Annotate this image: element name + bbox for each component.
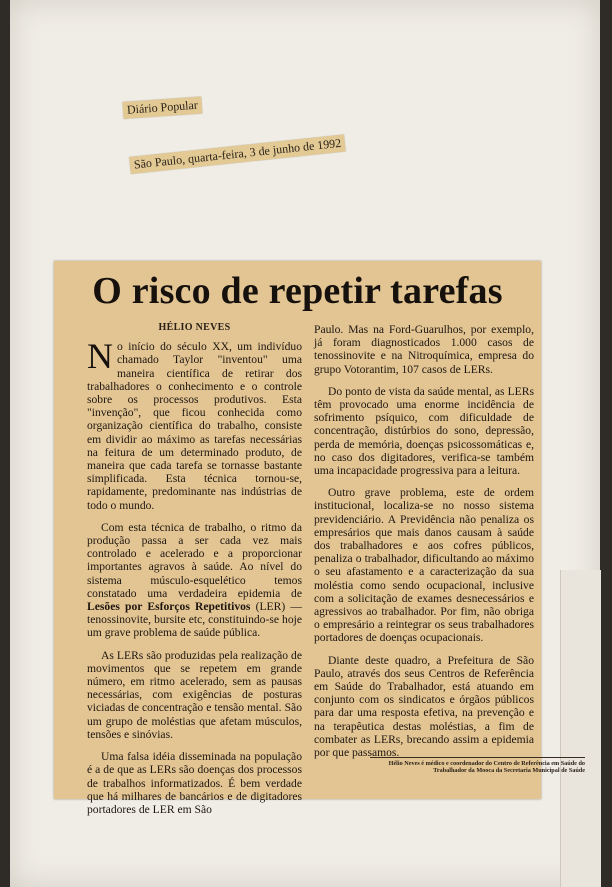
sheet-edge (560, 570, 601, 887)
paragraph-2-end: (LER) — tenossinovite, bursite etc, constituindo-se hoje um grave problema de saúde pública. (87, 600, 302, 640)
author-credit: Hélio Neves é médico e coordenador do Centro de Referência em Saúde do Trabalhador da Mooca da Secretaria Municipal de Saúde (370, 757, 585, 775)
paragraph-6: Do ponto de vista da saúde mental, as LERs têm provocado uma enorme incidência de sofrimento psíquico, com dificuldade de concentração, distúrbios do sono, depressão, perda de memória, doenças psicossomáticas e, no caso dos digitadores, verifica-se também uma incapacidade progressiva para a leitura. (314, 384, 534, 478)
newspaper-clipping (54, 261, 585, 816)
paragraph-2 (87, 521, 302, 640)
paragraph-1 (87, 336, 302, 512)
paragraph-8: Diante deste quadro, a Prefeitura de São Paulo, através dos seus Centros de Referência em Saúde do Trabalhador, está atuando em conjunto com os sindicatos e órgãos públicos para dar uma resposta efetiva, na prevenção e na terapêutica destas moléstias, a fim de combater as LERs, brecando assim a epidemia por que passamos. (314, 653, 534, 760)
paragraph-1-text: o início do século XX, um indivíduo chamado Taylor "inventou" uma maneira científica de retirar dos trabalhadores o conhecimento e o controle sobre os processos produtivos. Esta "invenção", que ficou conhecida como organização científica do trabalho, consiste em dividir ao máximo as tarefas necessárias na feitura de um determinado produto, de maneira que cada tarefa se tornasse bastante simplificada. Esta técnica tornou-se, rapidamente, predominante nas indústrias de todo o mundo. (87, 340, 302, 512)
paragraph-3: As LERs são produzidas pela realização de movimentos que se repetem em grande número, em ritmo acelerado, sem as pausas necessárias, com exigências de posturas viciadas de concentração e tensão mental. São um grupo de moléstias que afetam músculos, tensões e sinóvias. (87, 648, 302, 741)
paragraph-7: Outro grave problema, este de ordem institucional, localiza-se no nosso sistema previdenciário. A Previdência não penaliza os empresários que mais danos causam à saúde dos trabalhadores e aos cofres públicos, penaliza o trabalhador, dificultando ao máximo o seu afastamento e a caracterização da sua moléstia como sendo ocupacional, inclusive com a solicitação de exames desnecessários e agressivos ao trabalhador. Por fim, não obriga o empresário a reintegrar os seus trabalhadores portadores de doenças ocupacionais. (314, 486, 534, 645)
drop-cap: N (87, 336, 113, 377)
left-column (87, 321, 302, 825)
paragraph-2-text: Com esta técnica de trabalho, o ritmo da produção passa a ser cada vez mais controlado e acelerado e a proporcionar importantes agravos à saúde. Ao nível do sistema músculo-esquelético temos constatado uma verdadeira epidemia de (87, 520, 302, 600)
dateline-label: São Paulo, quarta-feira, 3 de junho de 1992 (129, 134, 346, 174)
publication-label: Diário Popular (122, 97, 202, 119)
paragraph-5: Paulo. Mas na Ford-Guarulhos, por exemplo, já foram diagnosticados 1.000 casos de tenossinovite e na Nitroquímica, empresa do grupo Votorantim, 107 casos de LERs. (314, 323, 534, 376)
paragraph-2-bold: Lesões por Esforços Repetitivos (87, 600, 251, 614)
right-column (314, 323, 534, 768)
paragraph-4: Uma falsa idéia disseminada na população é a de que as LERs são doenças dos processos de trabalhos informatizados. É bem verdade que há milhares de bancários e de digitadores portadores de LER em São (87, 750, 302, 816)
byline: HÉLIO NEVES (158, 322, 231, 333)
headline: O risco de repetir tarefas (92, 270, 503, 312)
